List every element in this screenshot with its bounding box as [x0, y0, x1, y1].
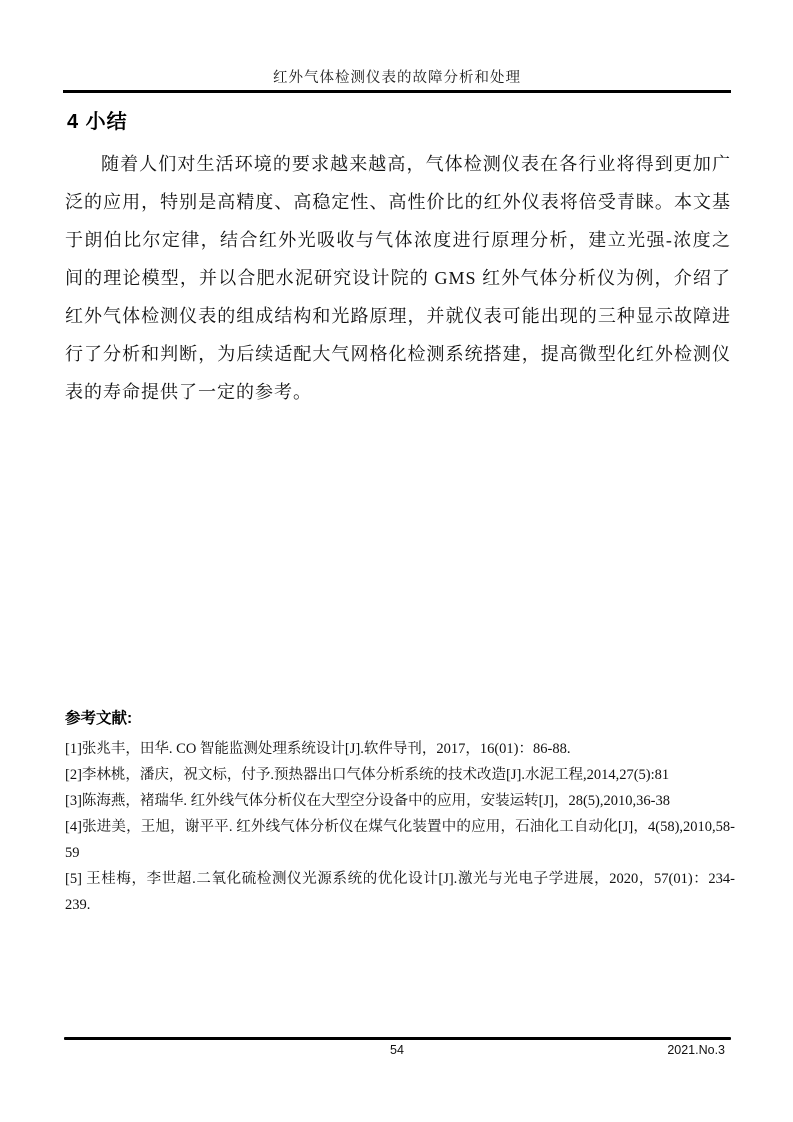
footer-issue-label: 2021.No.3	[667, 1043, 725, 1057]
reference-item: [5] 王桂梅，李世超.二氧化硫检测仪光源系统的优化设计[J].激光与光电子学进展，2020，57(01)：234-239.	[65, 871, 735, 913]
reference-item: [4]张进美，王旭，谢平平. 红外线气体分析仪在煤气化装置中的应用，石油化工自动化[J]，4(58),2010,58-59	[65, 819, 735, 861]
references-section	[65, 706, 735, 918]
section-heading: 4 小结	[67, 111, 128, 133]
footer-divider	[64, 1037, 731, 1040]
reference-item: [1]张兆丰，田华. CO 智能监测处理系统设计[J].软件导刊，2017，16(01)：86-88.	[65, 741, 571, 757]
footer-page-number: 54	[390, 1043, 404, 1057]
running-head-title: 红外气体检测仪表的故障分析和处理	[273, 70, 521, 86]
references-heading: 参考文献:	[65, 710, 133, 727]
summary-paragraph: 随着人们对生活环境的要求越来越高，气体检测仪表在各行业将得到更加广泛的应用，特别是高精度、高稳定性、高性价比的红外仪表将倍受青睐。本文基于朗伯比尔定律，结合红外光吸收与气体浓度进行原理分析，建立光强-浓度之间的理论模型，并以合肥水泥研究设计院的 GMS 红外气体分析仪为例，介绍了红外气体检测仪表的组成结构和光路原理，并就仪表可能出现的三种显示故障进行了分析和判断，为后续适配大气网格化检测系统搭建，提高微型化红外检测仪表的寿命提供了一定的参考。	[65, 154, 731, 402]
reference-item: [3]陈海燕，褚瑞华. 红外线气体分析仪在大型空分设备中的应用，安装运转[J]，28(5),2010,36-38	[65, 793, 670, 809]
header-divider	[63, 90, 731, 93]
reference-item: [2]李林桃，潘庆，祝文标，付予.预热器出口气体分析系统的技术改造[J].水泥工程,2014,27(5):81	[65, 767, 670, 783]
